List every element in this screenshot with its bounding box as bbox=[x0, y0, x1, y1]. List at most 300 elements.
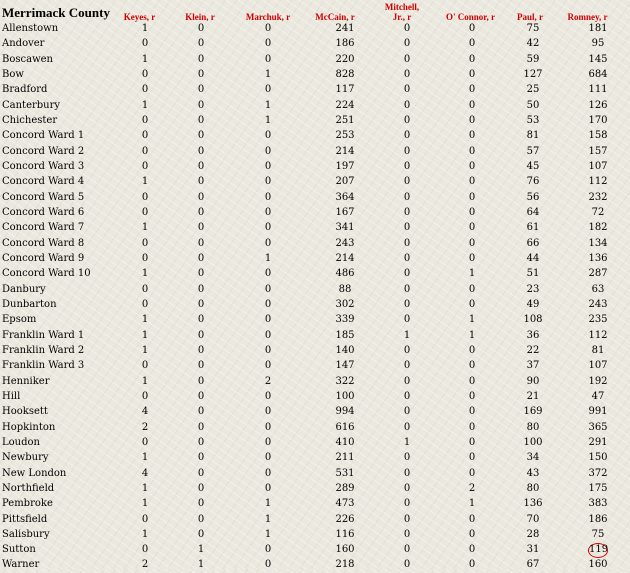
vote-cell: 0 bbox=[264, 406, 272, 418]
vote-cell: 0 bbox=[403, 513, 411, 525]
vote-cell: 1 bbox=[403, 436, 411, 448]
vote-cell: 1 bbox=[141, 99, 149, 111]
vote-cell: 117 bbox=[335, 84, 355, 96]
vote-cell: 0 bbox=[197, 314, 205, 326]
vote-cell: 0 bbox=[141, 191, 149, 203]
vote-cell: 253 bbox=[335, 130, 355, 142]
vote-cell: 365 bbox=[588, 421, 608, 433]
town-name: Franklin Ward 1 bbox=[2, 329, 85, 341]
town-name: Concord Ward 4 bbox=[2, 176, 85, 188]
vote-cell: 95 bbox=[591, 38, 605, 50]
vote-cell: 181 bbox=[588, 23, 608, 34]
vote-cell: 0 bbox=[403, 206, 411, 218]
vote-cell: 127 bbox=[523, 68, 543, 80]
town-name: Danbury bbox=[2, 283, 46, 295]
vote-cell: 0 bbox=[403, 252, 411, 264]
table-row bbox=[0, 128, 630, 143]
column-header-romney: Romney, r bbox=[567, 12, 608, 22]
town-name: Henniker bbox=[2, 375, 50, 387]
vote-cell: 616 bbox=[335, 421, 355, 433]
vote-cell: 81 bbox=[591, 344, 605, 356]
vote-cell: 251 bbox=[335, 114, 355, 126]
vote-cell: 0 bbox=[141, 145, 149, 157]
vote-cell bbox=[583, 542, 613, 557]
vote-cell: 0 bbox=[264, 268, 272, 280]
vote-cell: 0 bbox=[264, 237, 272, 249]
vote-cell: 0 bbox=[264, 452, 272, 464]
town-name: Epsom bbox=[2, 314, 37, 326]
vote-cell: 1 bbox=[141, 528, 149, 540]
table-row bbox=[0, 542, 630, 557]
vote-cell: 1 bbox=[403, 329, 411, 341]
vote-cell: 66 bbox=[526, 237, 540, 249]
vote-cell: 0 bbox=[403, 314, 411, 326]
vote-cell: 0 bbox=[264, 544, 272, 556]
vote-cell: 0 bbox=[197, 206, 205, 218]
table-row bbox=[0, 404, 630, 419]
vote-cell: 0 bbox=[141, 38, 149, 50]
vote-cell: 0 bbox=[141, 298, 149, 310]
vote-cell: 51 bbox=[526, 268, 540, 280]
vote-cell: 43 bbox=[526, 467, 540, 479]
vote-cell: 0 bbox=[197, 528, 205, 540]
vote-cell: 0 bbox=[197, 130, 205, 142]
table-row bbox=[0, 312, 630, 327]
vote-cell: 0 bbox=[468, 298, 476, 310]
vote-cell: 1 bbox=[141, 23, 149, 34]
vote-cell: 0 bbox=[468, 467, 476, 479]
table-row bbox=[0, 251, 630, 266]
vote-cell: 80 bbox=[526, 482, 540, 494]
vote-cell: 0 bbox=[197, 53, 205, 65]
table-row bbox=[0, 343, 630, 358]
vote-cell: 0 bbox=[264, 283, 272, 295]
vote-cell: 0 bbox=[403, 53, 411, 65]
vote-cell: 0 bbox=[468, 53, 476, 65]
vote-cell: 42 bbox=[526, 38, 540, 50]
table-row bbox=[0, 98, 630, 113]
table-row bbox=[0, 266, 630, 281]
vote-cell: 0 bbox=[197, 145, 205, 157]
table-row bbox=[0, 174, 630, 189]
vote-cell: 0 bbox=[403, 498, 411, 510]
vote-cell: 0 bbox=[197, 237, 205, 249]
vote-cell: 991 bbox=[588, 406, 608, 418]
town-name: Franklin Ward 2 bbox=[2, 344, 85, 356]
vote-cell: 0 bbox=[197, 84, 205, 96]
vote-cell: 140 bbox=[335, 344, 355, 356]
vote-cell: 45 bbox=[526, 160, 540, 172]
vote-cell: 1 bbox=[468, 268, 476, 280]
vote-cell: 175 bbox=[588, 482, 608, 494]
vote-cell: 21 bbox=[526, 390, 540, 402]
vote-cell: 28 bbox=[526, 528, 540, 540]
vote-cell: 0 bbox=[403, 528, 411, 540]
vote-cell: 0 bbox=[468, 114, 476, 126]
vote-cell: 0 bbox=[197, 436, 205, 448]
vote-cell: 0 bbox=[468, 222, 476, 234]
vote-cell: 0 bbox=[468, 145, 476, 157]
vote-cell: 1 bbox=[264, 513, 272, 525]
vote-cell: 0 bbox=[403, 268, 411, 280]
vote-cell: 0 bbox=[403, 84, 411, 96]
vote-cell: 0 bbox=[403, 145, 411, 157]
vote-cell: 170 bbox=[588, 114, 608, 126]
vote-cell: 111 bbox=[588, 84, 608, 96]
vote-cell: 0 bbox=[197, 329, 205, 341]
vote-cell: 1 bbox=[141, 498, 149, 510]
vote-cell: 0 bbox=[403, 360, 411, 372]
vote-cell: 116 bbox=[335, 528, 355, 540]
vote-cell: 4 bbox=[141, 467, 149, 479]
vote-cell: 1 bbox=[141, 314, 149, 326]
vote-cell: 0 bbox=[264, 298, 272, 310]
vote-cell: 0 bbox=[197, 38, 205, 50]
vote-cell: 0 bbox=[468, 23, 476, 34]
vote-cell: 0 bbox=[468, 559, 476, 571]
vote-cell: 107 bbox=[588, 360, 608, 372]
vote-cell: 23 bbox=[526, 283, 540, 295]
vote-cell: 0 bbox=[403, 544, 411, 556]
vote-cell: 207 bbox=[335, 176, 355, 188]
vote-cell: 0 bbox=[197, 191, 205, 203]
vote-cell: 0 bbox=[141, 360, 149, 372]
vote-cell: 126 bbox=[588, 99, 608, 111]
town-name: Concord Ward 9 bbox=[2, 252, 85, 264]
vote-cell: 76 bbox=[526, 176, 540, 188]
vote-cell: 0 bbox=[403, 298, 411, 310]
vote-cell: 157 bbox=[588, 145, 608, 157]
vote-cell: 0 bbox=[141, 252, 149, 264]
town-name: Sutton bbox=[2, 544, 36, 556]
vote-cell: 0 bbox=[197, 68, 205, 80]
vote-cell: 150 bbox=[588, 452, 608, 464]
town-name: Chichester bbox=[2, 114, 58, 126]
vote-cell: 56 bbox=[526, 191, 540, 203]
vote-cell: 1 bbox=[264, 99, 272, 111]
column-header-mitchell: Mitchell, Jr., r bbox=[384, 2, 420, 22]
town-name: Concord Ward 10 bbox=[2, 268, 91, 280]
vote-cell: 235 bbox=[588, 314, 608, 326]
vote-cell: 0 bbox=[197, 252, 205, 264]
table-row bbox=[0, 82, 630, 97]
vote-cell: 0 bbox=[141, 513, 149, 525]
vote-cell: 1 bbox=[264, 252, 272, 264]
vote-cell: 49 bbox=[526, 298, 540, 310]
vote-cell: 289 bbox=[335, 482, 355, 494]
town-name: Franklin Ward 3 bbox=[2, 360, 85, 372]
vote-cell: 136 bbox=[588, 252, 608, 264]
vote-cell: 0 bbox=[403, 421, 411, 433]
vote-cell: 0 bbox=[264, 38, 272, 50]
vote-cell: 186 bbox=[335, 38, 355, 50]
vote-cell: 0 bbox=[264, 130, 272, 142]
table-row bbox=[0, 159, 630, 174]
vote-cell: 1 bbox=[468, 498, 476, 510]
vote-cell: 1 bbox=[264, 114, 272, 126]
table-row bbox=[0, 328, 630, 343]
vote-cell: 0 bbox=[264, 467, 272, 479]
vote-cell: 0 bbox=[468, 344, 476, 356]
vote-cell: 1 bbox=[468, 329, 476, 341]
vote-cell: 0 bbox=[197, 360, 205, 372]
town-name: Concord Ward 1 bbox=[2, 130, 85, 142]
vote-cell: 0 bbox=[468, 452, 476, 464]
town-name: Salisbury bbox=[2, 528, 50, 540]
vote-cell: 0 bbox=[264, 436, 272, 448]
vote-cell: 0 bbox=[403, 452, 411, 464]
vote-cell: 0 bbox=[141, 390, 149, 402]
vote-cell: 0 bbox=[197, 298, 205, 310]
vote-cell: 1 bbox=[264, 498, 272, 510]
vote-cell: 197 bbox=[335, 160, 355, 172]
vote-cell: 0 bbox=[264, 160, 272, 172]
vote-cell: 0 bbox=[403, 482, 411, 494]
vote-cell: 53 bbox=[526, 114, 540, 126]
vote-cell: 47 bbox=[591, 390, 605, 402]
vote-cell: 243 bbox=[588, 298, 608, 310]
vote-cell: 63 bbox=[591, 283, 605, 295]
table-row bbox=[0, 113, 630, 128]
vote-cell: 994 bbox=[335, 406, 355, 418]
vote-cell: 0 bbox=[197, 452, 205, 464]
table-row bbox=[0, 52, 630, 67]
vote-cell: 0 bbox=[264, 191, 272, 203]
vote-cell: 64 bbox=[526, 206, 540, 218]
column-header-mccain: McCain, r bbox=[315, 12, 355, 22]
table-row bbox=[0, 466, 630, 481]
vote-cell: 0 bbox=[468, 191, 476, 203]
town-name: Bradford bbox=[2, 84, 48, 96]
vote-cell: 112 bbox=[588, 329, 608, 341]
vote-cell: 192 bbox=[588, 375, 608, 387]
vote-cell: 80 bbox=[526, 421, 540, 433]
town-name: Warner bbox=[2, 559, 40, 571]
vote-cell: 0 bbox=[468, 513, 476, 525]
vote-cell: 241 bbox=[335, 23, 355, 34]
vote-cell: 1 bbox=[141, 176, 149, 188]
table-row bbox=[0, 190, 630, 205]
vote-cell: 0 bbox=[141, 84, 149, 96]
vote-cell: 0 bbox=[197, 268, 205, 280]
table-row bbox=[0, 67, 630, 82]
vote-cell: 36 bbox=[526, 329, 540, 341]
town-name: Canterbury bbox=[2, 99, 61, 111]
vote-cell: 25 bbox=[526, 84, 540, 96]
table-row bbox=[0, 481, 630, 496]
vote-cell: 1 bbox=[197, 559, 205, 571]
vote-cell: 0 bbox=[197, 513, 205, 525]
vote-cell: 214 bbox=[335, 252, 355, 264]
table-row bbox=[0, 36, 630, 51]
vote-cell: 108 bbox=[523, 314, 543, 326]
town-name: Loudon bbox=[2, 436, 40, 448]
vote-cell: 0 bbox=[403, 176, 411, 188]
town-name: Dunbarton bbox=[2, 298, 57, 310]
vote-cell: 0 bbox=[141, 237, 149, 249]
vote-cell: 0 bbox=[403, 375, 411, 387]
vote-cell: 185 bbox=[335, 329, 355, 341]
vote-cell: 160 bbox=[588, 559, 608, 571]
vote-cell: 136 bbox=[523, 498, 543, 510]
vote-cell: 50 bbox=[526, 99, 540, 111]
vote-cell: 0 bbox=[468, 390, 476, 402]
town-name: Pembroke bbox=[2, 498, 53, 510]
vote-cell: 218 bbox=[335, 559, 355, 571]
vote-cell: 383 bbox=[588, 498, 608, 510]
vote-cell: 1 bbox=[141, 53, 149, 65]
vote-cell: 224 bbox=[335, 99, 355, 111]
vote-cell: 72 bbox=[591, 206, 605, 218]
vote-cell: 0 bbox=[468, 528, 476, 540]
vote-cell: 211 bbox=[335, 452, 355, 464]
vote-cell: 372 bbox=[588, 467, 608, 479]
vote-cell: 0 bbox=[197, 467, 205, 479]
vote-cell: 339 bbox=[335, 314, 355, 326]
vote-cell: 0 bbox=[468, 375, 476, 387]
vote-cell: 100 bbox=[335, 390, 355, 402]
vote-cell: 1 bbox=[141, 452, 149, 464]
vote-cell: 158 bbox=[588, 130, 608, 142]
vote-cell: 486 bbox=[335, 268, 355, 280]
table-row bbox=[0, 144, 630, 159]
vote-cell: 0 bbox=[197, 498, 205, 510]
town-name: Concord Ward 3 bbox=[2, 160, 85, 172]
vote-cell: 0 bbox=[264, 559, 272, 571]
vote-cell: 0 bbox=[264, 482, 272, 494]
column-header-oconnor: O' Connor, r bbox=[446, 12, 495, 22]
vote-cell: 0 bbox=[468, 237, 476, 249]
vote-cell: 0 bbox=[468, 360, 476, 372]
vote-cell: 0 bbox=[468, 436, 476, 448]
county-title: Merrimack County bbox=[2, 5, 110, 20]
vote-cell: 322 bbox=[335, 375, 355, 387]
vote-cell: 243 bbox=[335, 237, 355, 249]
vote-cell: 0 bbox=[468, 252, 476, 264]
vote-cell: 0 bbox=[141, 160, 149, 172]
town-name: Concord Ward 5 bbox=[2, 191, 85, 203]
vote-cell: 0 bbox=[468, 84, 476, 96]
town-name: Hill bbox=[2, 390, 21, 402]
table-row bbox=[0, 512, 630, 527]
vote-cell: 214 bbox=[335, 145, 355, 157]
vote-cell: 341 bbox=[335, 222, 355, 234]
vote-cell: 169 bbox=[523, 406, 543, 418]
vote-cell: 0 bbox=[403, 23, 411, 34]
vote-cell: 90 bbox=[526, 375, 540, 387]
vote-cell: 0 bbox=[403, 467, 411, 479]
town-name: Newbury bbox=[2, 452, 49, 464]
vote-cell: 0 bbox=[264, 53, 272, 65]
vote-cell: 1 bbox=[264, 528, 272, 540]
table-row bbox=[0, 236, 630, 251]
vote-cell: 70 bbox=[526, 513, 540, 525]
vote-cell: 410 bbox=[335, 436, 355, 448]
vote-cell: 81 bbox=[526, 130, 540, 142]
vote-cell: 145 bbox=[588, 53, 608, 65]
table-row bbox=[0, 374, 630, 389]
vote-cell: 112 bbox=[588, 176, 608, 188]
vote-cell: 0 bbox=[403, 222, 411, 234]
vote-cell: 0 bbox=[403, 191, 411, 203]
vote-cell: 1 bbox=[264, 68, 272, 80]
vote-cell: 0 bbox=[403, 99, 411, 111]
column-header-marchuk: Marchuk, r bbox=[245, 12, 291, 22]
table-row bbox=[0, 389, 630, 404]
vote-cell: 0 bbox=[264, 329, 272, 341]
column-header-paul: Paul, r bbox=[517, 12, 543, 22]
vote-cell: 302 bbox=[335, 298, 355, 310]
vote-cell: 107 bbox=[588, 160, 608, 172]
vote-cell: 37 bbox=[526, 360, 540, 372]
vote-cell: 1 bbox=[468, 314, 476, 326]
vote-cell: 0 bbox=[264, 206, 272, 218]
vote-cell: 0 bbox=[403, 237, 411, 249]
vote-cell: 0 bbox=[264, 344, 272, 356]
vote-cell: 0 bbox=[197, 114, 205, 126]
table-row bbox=[0, 282, 630, 297]
town-name: Hopkinton bbox=[2, 421, 56, 433]
vote-cell: 0 bbox=[403, 406, 411, 418]
table-row bbox=[0, 435, 630, 450]
town-name: Boscawen bbox=[2, 53, 53, 65]
table-row bbox=[0, 557, 630, 572]
vote-cell: 1 bbox=[141, 222, 149, 234]
vote-cell: 0 bbox=[403, 130, 411, 142]
vote-cell: 0 bbox=[264, 145, 272, 157]
vote-cell: 1 bbox=[141, 268, 149, 280]
vote-cell: 0 bbox=[468, 38, 476, 50]
vote-cell: 2 bbox=[468, 482, 476, 494]
table-row bbox=[0, 297, 630, 312]
vote-cell: 1 bbox=[141, 375, 149, 387]
vote-cell: 75 bbox=[526, 23, 540, 34]
vote-cell: 1 bbox=[141, 344, 149, 356]
table-row bbox=[0, 21, 630, 36]
table-row bbox=[0, 358, 630, 373]
vote-cell: 0 bbox=[264, 360, 272, 372]
vote-cell: 44 bbox=[526, 252, 540, 264]
vote-cell: 0 bbox=[468, 176, 476, 188]
vote-cell: 0 bbox=[141, 114, 149, 126]
vote-cell: 0 bbox=[197, 390, 205, 402]
vote-cell: 31 bbox=[526, 544, 540, 556]
vote-cell: 0 bbox=[403, 160, 411, 172]
vote-cell: 100 bbox=[523, 436, 543, 448]
town-name: Bow bbox=[2, 68, 24, 80]
vote-cell: 1 bbox=[141, 482, 149, 494]
vote-cell: 0 bbox=[141, 68, 149, 80]
vote-cell: 0 bbox=[403, 68, 411, 80]
vote-cell: 1 bbox=[197, 544, 205, 556]
vote-cell: 473 bbox=[335, 498, 355, 510]
vote-cell: 0 bbox=[468, 406, 476, 418]
vote-cell: 828 bbox=[335, 68, 355, 80]
vote-cell: 0 bbox=[468, 421, 476, 433]
table-row bbox=[0, 496, 630, 511]
vote-cell: 0 bbox=[403, 344, 411, 356]
vote-cell: 0 bbox=[264, 23, 272, 34]
vote-cell: 0 bbox=[197, 222, 205, 234]
vote-cell: 160 bbox=[335, 544, 355, 556]
vote-cell: 0 bbox=[264, 421, 272, 433]
vote-cell: 88 bbox=[338, 283, 352, 295]
vote-cell: 147 bbox=[335, 360, 355, 372]
vote-cell: 0 bbox=[197, 160, 205, 172]
vote-cell: 0 bbox=[264, 84, 272, 96]
vote-cell: 0 bbox=[197, 99, 205, 111]
vote-cell: 0 bbox=[197, 406, 205, 418]
